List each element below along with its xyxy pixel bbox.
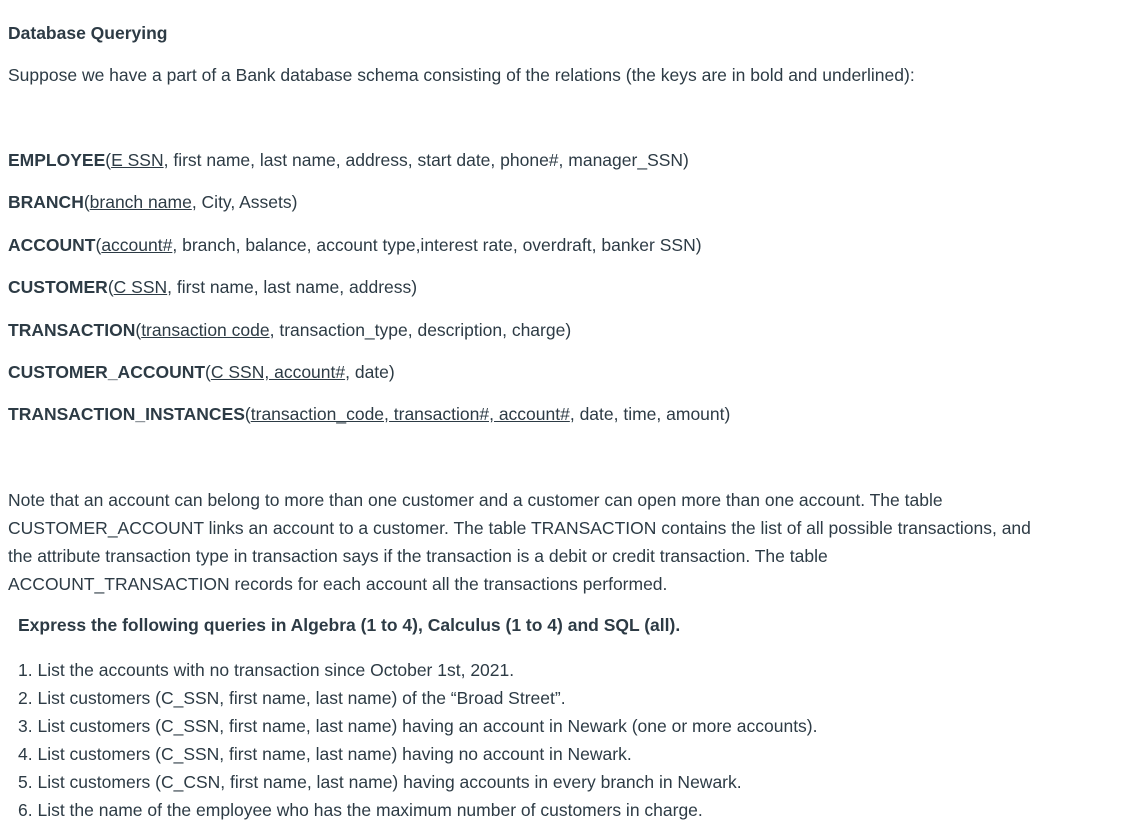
query-item: 2. List customers (C_SSN, first name, last name) of the “Broad Street”. (18, 688, 566, 708)
relation-open-paren: ( (95, 235, 102, 255)
relation-key: C SSN (113, 277, 168, 297)
relation-customer-account (8, 362, 395, 383)
relation-employee (8, 150, 689, 171)
query-item: 5. List customers (C_CSN, first name, last name) having accounts in every branch in Newark. (18, 772, 742, 792)
relation-key: account# (101, 235, 173, 255)
note-paragraph: Note that an account can belong to more than one customer and a customer can open more than one account. The table CUSTOMER_ACCOUNT links an account to a customer. The table TRANSACTION contains the list of all possible transactions, and the attribute transaction type in transaction says if the transaction is a debit or credit transaction. The table ACCOUNT_TRANSACTION records for each account all the transactions performed. (8, 490, 1031, 594)
section-heading: Database Querying (8, 23, 168, 43)
relation-key: branch name (89, 192, 192, 212)
query-item: 4. List customers (C_SSN, first name, last name) having no account in Newark. (18, 744, 632, 764)
relation-name: ACCOUNT (8, 235, 96, 255)
relation-name: TRANSACTION_INSTANCES (8, 404, 245, 424)
task-instruction: Express the following queries in Algebra (1 to 4), Calculus (1 to 4) and SQL (all). (18, 615, 681, 635)
relation-transaction-instances (8, 404, 730, 425)
relation-key: C SSN, account# (210, 362, 346, 382)
relation-attributes: , transaction_type, description, charge) (269, 320, 572, 340)
relation-open-paren: ( (83, 192, 90, 212)
intro-paragraph: Suppose we have a part of a Bank database schema consisting of the relations (the keys are in bold and underlined): (8, 65, 915, 85)
relation-name: CUSTOMER (8, 277, 108, 297)
relation-key: E SSN (111, 150, 164, 170)
query-item: 3. List customers (C_SSN, first name, last name) having an account in Newark (one or more accounts). (18, 716, 818, 736)
relation-attributes: , date) (345, 362, 395, 382)
relation-open-paren: ( (135, 320, 142, 340)
relation-key: transaction code (141, 320, 270, 340)
relation-attributes: , first name, last name, address, start date, phone#, manager_SSN) (163, 150, 689, 170)
relation-name: BRANCH (8, 192, 84, 212)
relation-name: CUSTOMER_ACCOUNT (8, 362, 206, 382)
relation-attributes: , branch, balance, account type,interest rate, overdraft, banker SSN) (172, 235, 702, 255)
relation-key: transaction_code, transaction#, account# (250, 404, 570, 424)
relation-attributes: , date, time, amount) (569, 404, 731, 424)
relation-attributes: , first name, last name, address) (167, 277, 418, 297)
relation-transaction (8, 320, 571, 341)
relation-open-paren: ( (244, 404, 251, 424)
relation-name: EMPLOYEE (8, 150, 106, 170)
relation-open-paren: ( (205, 362, 211, 382)
relation-open-paren: ( (107, 277, 114, 297)
relation-name: TRANSACTION (8, 320, 136, 340)
query-item: 1. List the accounts with no transaction since October 1st, 2021. (18, 660, 515, 680)
relation-attributes: , City, Assets) (191, 192, 298, 212)
relation-branch (8, 192, 297, 213)
relation-open-paren: ( (105, 150, 112, 170)
relation-customer (8, 277, 417, 298)
query-item: 6. List the name of the employee who has the maximum number of customers in charge. (18, 800, 703, 820)
relation-account (8, 235, 702, 256)
query-list (18, 656, 818, 824)
